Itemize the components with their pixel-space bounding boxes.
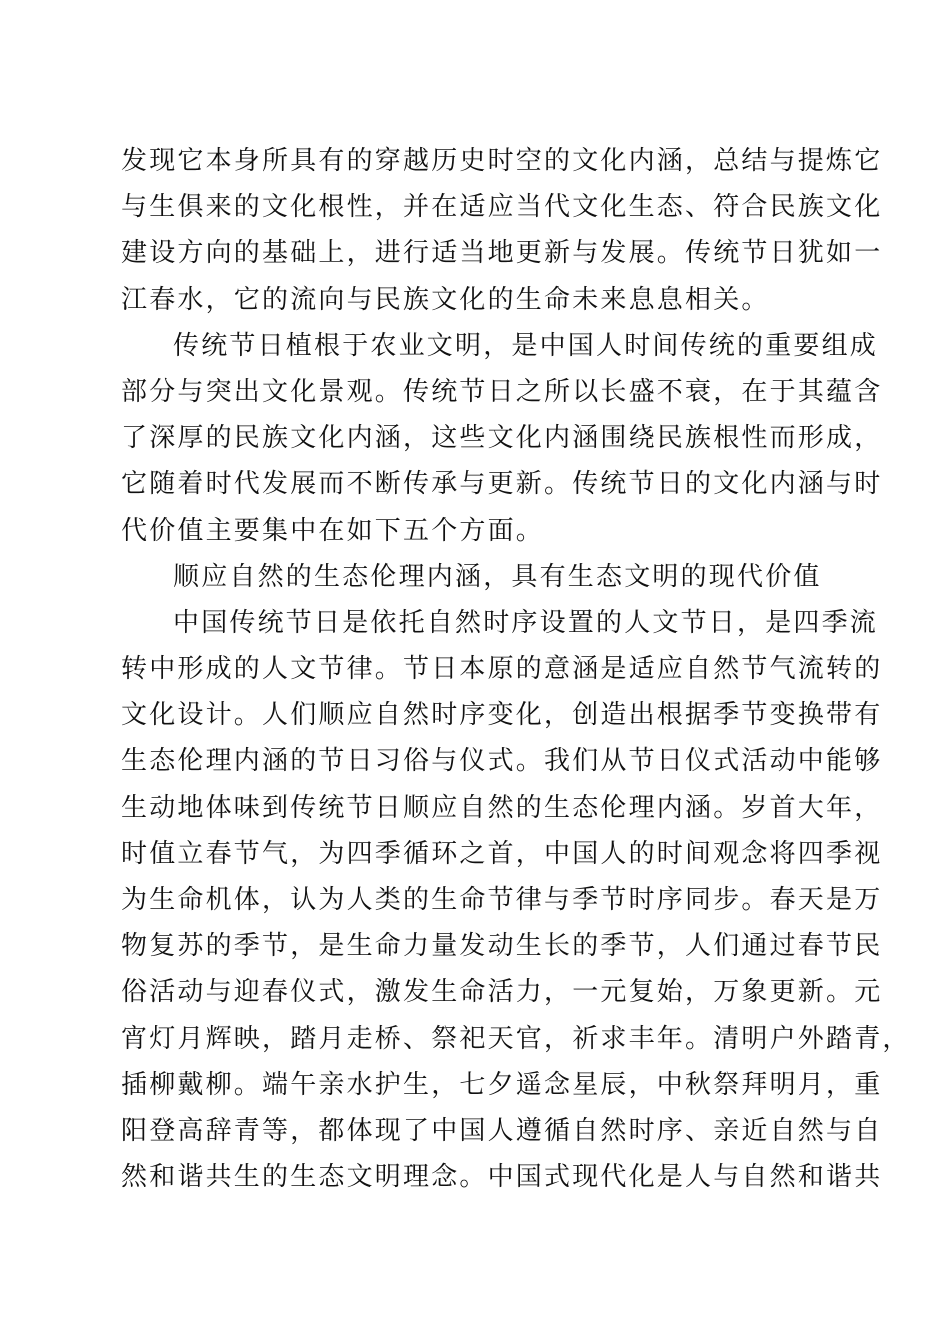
text-line: 阳登高辞青等，都体现了中国人遵循自然时序、亲近自然与自 [121,1115,883,1146]
text-line: 顺应自然的生态伦理内涵，具有生态文明的现代价值 [173,561,822,592]
text-line: 时值立春节气，为四季循环之首，中国人的时间观念将四季视 [121,838,883,869]
text-line: 发现它本身所具有的穿越历史时空的文化内涵，总结与提炼它 [121,146,883,176]
text-line: 它随着时代发展而不断传承与更新。传统节日的文化内涵与时 [121,469,883,500]
text-line: 部分与突出文化景观。传统节日之所以长盛不衰，在于其蕴含 [121,376,883,407]
text-line: 传统节日植根于农业文明，是中国人时间传统的重要组成 [173,330,879,361]
text-line: 江春水，它的流向与民族文化的生命未来息息相关。 [121,284,770,315]
text-line: 转中形成的人文节律。节日本原的意涵是适应自然节气流转的 [121,654,883,685]
text-line: 中国传统节日是依托自然时序设置的人文节日，是四季流 [173,607,879,638]
text-line: 然和谐共生的生态文明理念。中国式现代化是人与自然和谐共 [121,1162,883,1193]
text-line: 俗活动与迎春仪式，激发生命活力，一元复始，万象更新。元 [121,977,883,1008]
body-text [121,138,911,1200]
text-line: 与生俱来的文化根性，并在适应当代文化生态、符合民族文化 [121,192,883,223]
text-line: 代价值主要集中在如下五个方面。 [121,515,545,546]
text-line: 生动地体味到传统节日顺应自然的生态伦理内涵。岁首大年， [121,792,883,823]
text-line: 建设方向的基础上，进行适当地更新与发展。传统节日犹如一 [121,238,883,269]
text-line: 物复苏的季节，是生命力量发动生长的季节，人们通过春节民 [121,931,883,962]
text-line: 文化设计。人们顺应自然时序变化，创造出根据季节变换带有 [121,700,883,731]
text-line: 了深厚的民族文化内涵，这些文化内涵围绕民族根性而形成， [121,423,883,454]
text-line: 生态伦理内涵的节日习俗与仪式。我们从节日仪式活动中能够 [121,746,883,777]
text-line: 插柳戴柳。端午亲水护生，七夕遥念星辰，中秋祭拜明月，重 [121,1069,883,1100]
text-line: 宵灯月辉映，踏月走桥、祭祀天官，祈求丰年。清明户外踏青， [121,1023,911,1054]
text-line: 为生命机体，认为人类的生命节律与季节时序同步。春天是万 [121,885,883,915]
